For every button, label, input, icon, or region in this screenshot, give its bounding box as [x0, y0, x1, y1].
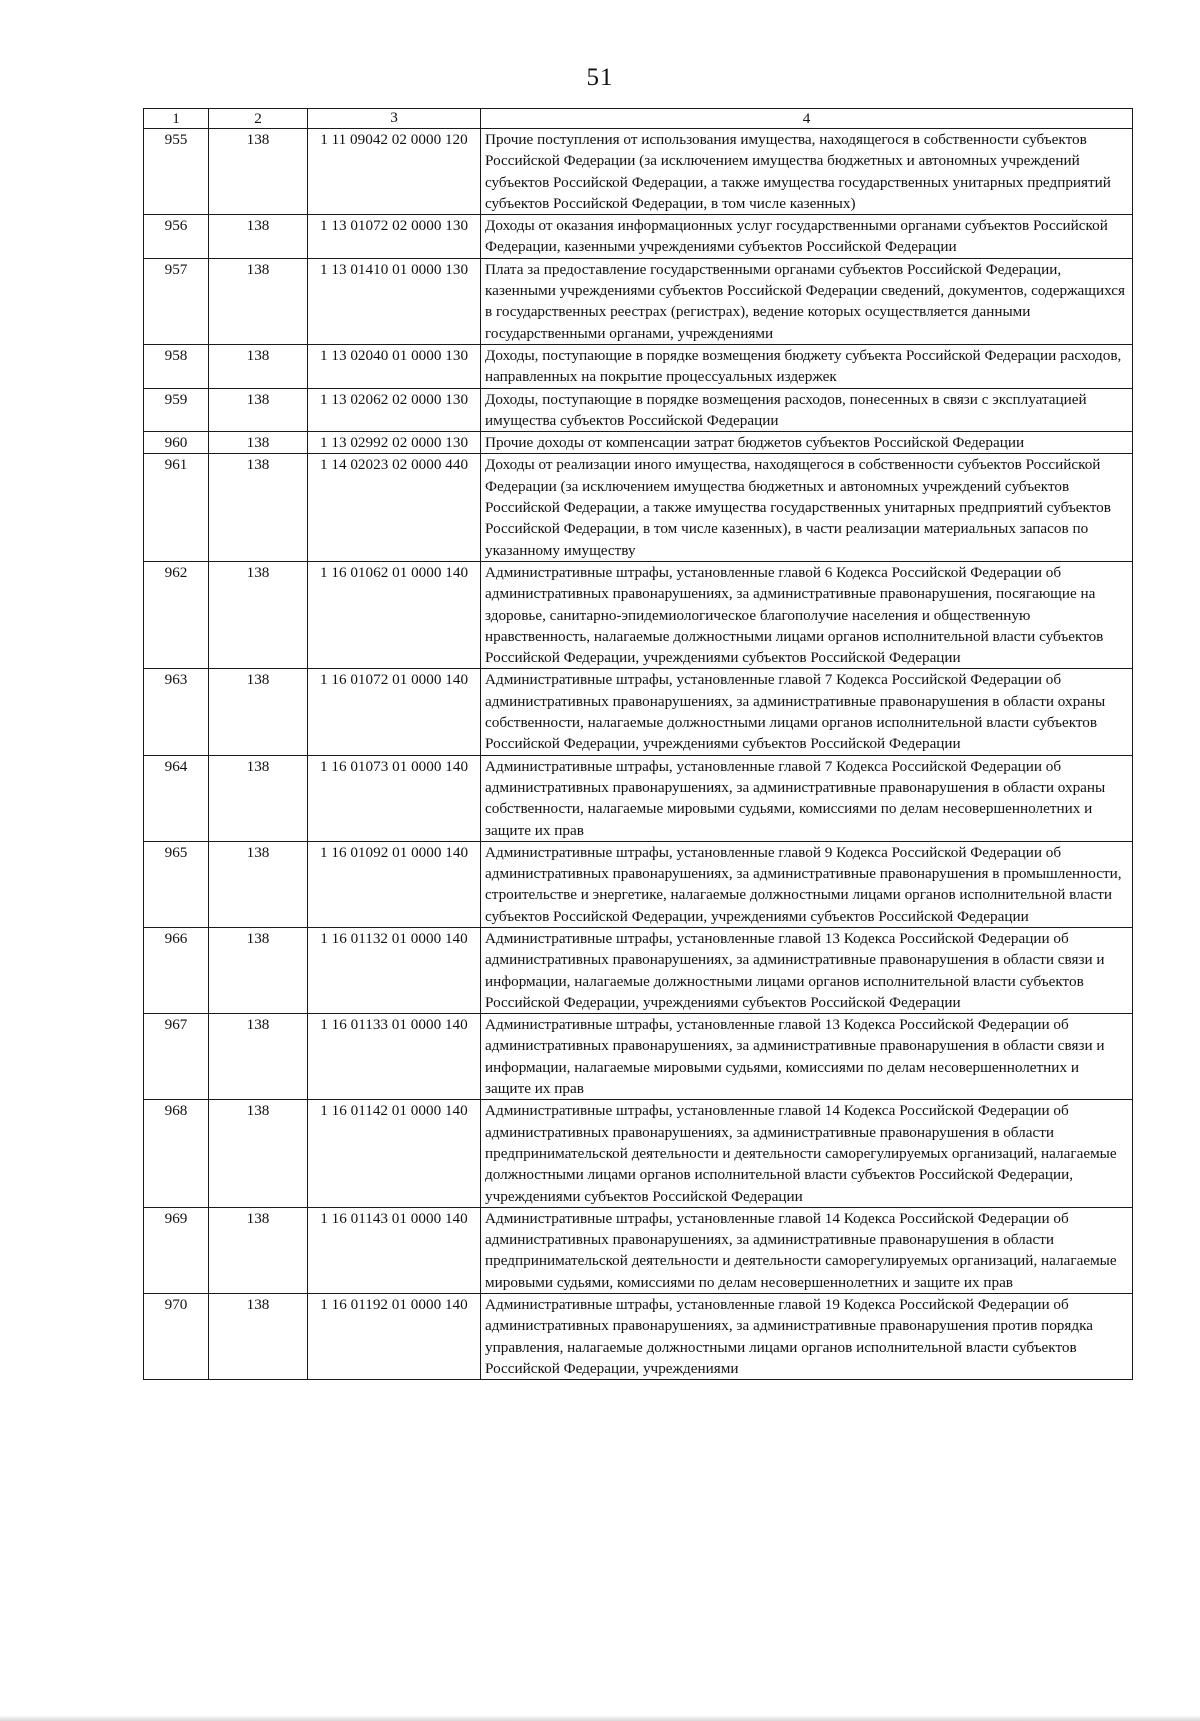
admin-code-cell: 138	[209, 215, 308, 259]
row-number-cell: 968	[144, 1100, 209, 1207]
row-number-cell: 961	[144, 454, 209, 561]
budget-code-cell: 1 16 01133 01 0000 140	[308, 1014, 481, 1100]
admin-code-cell: 138	[209, 669, 308, 755]
table-row	[144, 1294, 1133, 1380]
table-row	[144, 215, 1133, 259]
description-cell: Доходы от реализации иного имущества, находящегося в собственности субъектов Российской Федерации (за исключением имущества бюджетных и автономных учреждений субъектов Российской Федерации, а также имущества государственных унитарных предприятий субъектов Российской Федерации, в том числе казенных), в части реализации материальных запасов по указанному имуществу	[481, 454, 1133, 561]
admin-code-cell: 138	[209, 1294, 308, 1380]
admin-code-cell: 138	[209, 927, 308, 1013]
table-body	[144, 129, 1133, 1380]
description-cell: Административные штрафы, установленные главой 19 Кодекса Российской Федерации об административных правонарушениях, за административные правонарушения против порядка управления, налагаемые должностными лицами органов исполнительной власти субъектов Российской Федерации, учреждениями	[481, 1294, 1133, 1380]
table-row	[144, 454, 1133, 561]
description-cell: Административные штрафы, установленные главой 13 Кодекса Российской Федерации об административных правонарушениях, за административные правонарушения в области связи и информации, налагаемые мировыми судьями, комиссиями по делам несовершеннолетних и защите их прав	[481, 1014, 1133, 1100]
budget-code-cell: 1 16 01192 01 0000 140	[308, 1294, 481, 1380]
description-cell: Прочие поступления от использования имущества, находящегося в собственности субъектов Российской Федерации (за исключением имущества бюджетных и автономных учреждений субъектов Российской Федерации, а также имущества государственных унитарных предприятий субъектов Российской Федерации, в том числе казенных)	[481, 129, 1133, 215]
budget-code-cell: 1 16 01092 01 0000 140	[308, 841, 481, 927]
table-row	[144, 561, 1133, 668]
table-row	[144, 1100, 1133, 1207]
budget-code-cell: 1 11 09042 02 0000 120	[308, 129, 481, 215]
description-cell: Административные штрафы, установленные главой 9 Кодекса Российской Федерации об административных правонарушениях, за административные правонарушения в промышленности, строительстве и энергетике, налагаемые должностными лицами органов исполнительной власти субъектов Российской Федерации, учреждениями субъектов Российской Федерации	[481, 841, 1133, 927]
description-cell: Доходы, поступающие в порядке возмещения расходов, понесенных в связи с эксплуатацией имущества субъектов Российской Федерации	[481, 388, 1133, 432]
budget-code-cell: 1 13 01072 02 0000 130	[308, 215, 481, 259]
table-row	[144, 841, 1133, 927]
admin-code-cell: 138	[209, 388, 308, 432]
row-number-cell: 970	[144, 1294, 209, 1380]
row-number-cell: 963	[144, 669, 209, 755]
table-header-row	[144, 109, 1133, 129]
column-header-4: 4	[481, 109, 1133, 129]
budget-code-cell: 1 16 01142 01 0000 140	[308, 1100, 481, 1207]
admin-code-cell: 138	[209, 344, 308, 388]
admin-code-cell: 138	[209, 258, 308, 344]
admin-code-cell: 138	[209, 1014, 308, 1100]
column-header-1: 1	[144, 109, 209, 129]
description-cell: Административные штрафы, установленные главой 7 Кодекса Российской Федерации об административных правонарушениях, за административные правонарушения в области охраны собственности, налагаемые должностными лицами органов исполнительной власти субъектов Российской Федерации, учреждениями субъектов Российской Федерации	[481, 669, 1133, 755]
row-number-cell: 969	[144, 1207, 209, 1293]
table-row	[144, 1207, 1133, 1293]
table-row	[144, 927, 1133, 1013]
row-number-cell: 967	[144, 1014, 209, 1100]
budget-code-cell: 1 16 01132 01 0000 140	[308, 927, 481, 1013]
table-row	[144, 388, 1133, 432]
revenue-codes-table	[143, 108, 1133, 1380]
table-row	[144, 258, 1133, 344]
description-cell: Административные штрафы, установленные главой 13 Кодекса Российской Федерации об административных правонарушениях, за административные правонарушения в области связи и информации, налагаемые должностными лицами органов исполнительной власти субъектов Российской Федерации, учреждениями субъектов Российской Федерации	[481, 927, 1133, 1013]
row-number-cell: 962	[144, 561, 209, 668]
page-number: 51	[586, 64, 614, 91]
column-header-2: 2	[209, 109, 308, 129]
row-number-cell: 956	[144, 215, 209, 259]
table-row	[144, 344, 1133, 388]
budget-code-cell: 1 16 01143 01 0000 140	[308, 1207, 481, 1293]
budget-code-cell: 1 16 01062 01 0000 140	[308, 561, 481, 668]
description-cell: Административные штрафы, установленные главой 14 Кодекса Российской Федерации об административных правонарушениях, за административные правонарушения в области предпринимательской деятельности и деятельности саморегулируемых организаций, налагаемые должностными лицами органов исполнительной власти субъектов Российской Федерации, учреждениями субъектов Российской Федерации	[481, 1100, 1133, 1207]
admin-code-cell: 138	[209, 755, 308, 841]
table-row	[144, 669, 1133, 755]
admin-code-cell: 138	[209, 841, 308, 927]
description-cell: Административные штрафы, установленные главой 7 Кодекса Российской Федерации об административных правонарушениях, за административные правонарушения в области охраны собственности, налагаемые мировыми судьями, комиссиями по делам несовершеннолетних и защите их прав	[481, 755, 1133, 841]
table-row	[144, 1014, 1133, 1100]
row-number-cell: 955	[144, 129, 209, 215]
budget-code-cell: 1 13 02062 02 0000 130	[308, 388, 481, 432]
budget-code-cell: 1 13 01410 01 0000 130	[308, 258, 481, 344]
row-number-cell: 959	[144, 388, 209, 432]
description-cell: Прочие доходы от компенсации затрат бюджетов субъектов Российской Федерации	[481, 432, 1133, 454]
description-cell: Административные штрафы, установленные главой 6 Кодекса Российской Федерации об административных правонарушениях, за административные правонарушения, посягающие на здоровье, санитарно-эпидемиологическое благополучие населения и общественную нравственность, налагаемые должностными лицами органов исполнительной власти субъектов Российской Федерации, учреждениями субъектов Российской Федерации	[481, 561, 1133, 668]
description-cell: Доходы от оказания информационных услуг государственными органами субъектов Российской Федерации, казенными учреждениями субъектов Российской Федерации	[481, 215, 1133, 259]
description-cell: Административные штрафы, установленные главой 14 Кодекса Российской Федерации об административных правонарушениях, за административные правонарушения в области предпринимательской деятельности и деятельности саморегулируемых организаций, налагаемые мировыми судьями, комиссиями по делам несовершеннолетних и защите их прав	[481, 1207, 1133, 1293]
budget-code-cell: 1 14 02023 02 0000 440	[308, 454, 481, 561]
admin-code-cell: 138	[209, 1207, 308, 1293]
table-row	[144, 129, 1133, 215]
row-number-cell: 965	[144, 841, 209, 927]
admin-code-cell: 138	[209, 454, 308, 561]
admin-code-cell: 138	[209, 432, 308, 454]
budget-code-cell: 1 13 02992 02 0000 130	[308, 432, 481, 454]
row-number-cell: 958	[144, 344, 209, 388]
row-number-cell: 960	[144, 432, 209, 454]
column-header-3: 3	[308, 109, 481, 129]
admin-code-cell: 138	[209, 1100, 308, 1207]
admin-code-cell: 138	[209, 129, 308, 215]
table-row	[144, 432, 1133, 454]
row-number-cell: 966	[144, 927, 209, 1013]
budget-code-cell: 1 16 01072 01 0000 140	[308, 669, 481, 755]
row-number-cell: 964	[144, 755, 209, 841]
table-row	[144, 755, 1133, 841]
scan-edge	[0, 1715, 1200, 1721]
admin-code-cell: 138	[209, 561, 308, 668]
budget-code-cell: 1 16 01073 01 0000 140	[308, 755, 481, 841]
description-cell: Доходы, поступающие в порядке возмещения бюджету субъекта Российской Федерации расходов, направленных на покрытие процессуальных издержек	[481, 344, 1133, 388]
row-number-cell: 957	[144, 258, 209, 344]
description-cell: Плата за предоставление государственными органами субъектов Российской Федерации, казенными учреждениями субъектов Российской Федерации сведений, документов, содержащихся в государственных реестрах (регистрах), ведение которых осуществляется данными государственными органами, учреждениями	[481, 258, 1133, 344]
budget-code-cell: 1 13 02040 01 0000 130	[308, 344, 481, 388]
